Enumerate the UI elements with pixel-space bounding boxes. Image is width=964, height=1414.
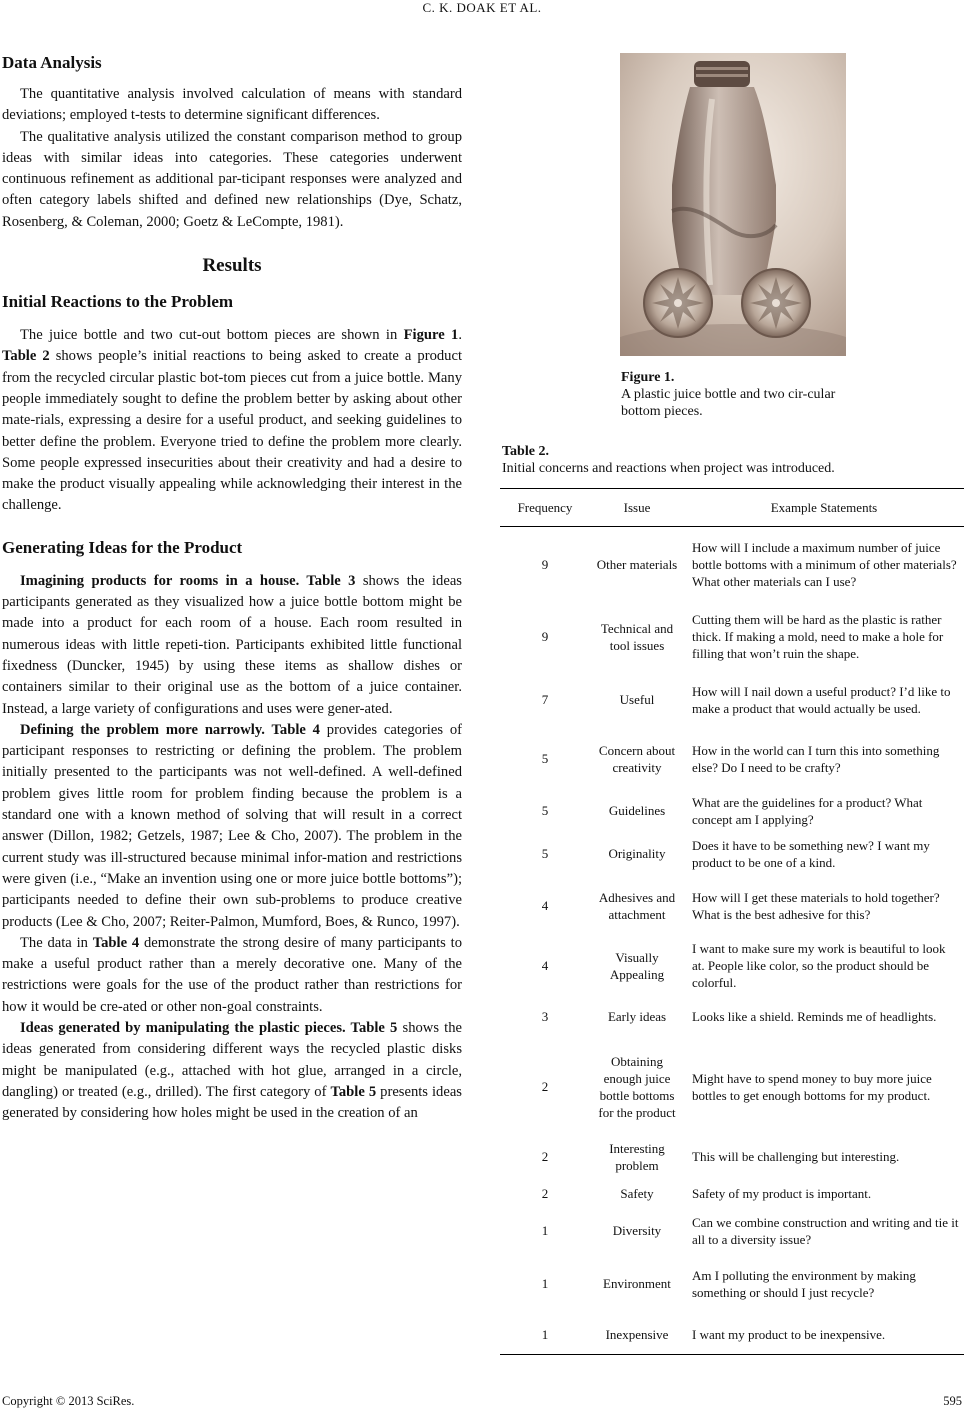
generating-paragraph-3: The data in Table 4 demonstrate the strong desire of many participants to make a useful product rather than a merely decorative one. Many of the restrictions were goals for the use of the product rather than restrictions for how it would be cre-ated or other non-goal constraints.: [2, 934, 462, 1015]
issue-cell: Technical and tool issues: [600, 620, 674, 653]
header-example-statements: Example Statements: [684, 489, 964, 527]
figure-caption-text: A plastic juice bottle and two cir-cular bottom pieces.: [621, 387, 836, 419]
table-row: [500, 1209, 964, 1253]
frequency-cell: 2: [541, 1079, 549, 1094]
issue-cell: Guidelines: [608, 803, 666, 818]
statement-cell: Safety of my product is important.: [692, 1186, 872, 1201]
statement-cell: I want to make sure my work is beautiful to look at. People like color, so the product should be colorful.: [692, 941, 946, 990]
issue-cell: Visually Appealing: [609, 949, 665, 982]
initial-reactions-heading: Initial Reactions to the Problem: [2, 292, 234, 312]
table-row: [500, 789, 964, 833]
statement-cell: Does it have to be something new? I want my product to be one of a kind.: [692, 837, 930, 870]
generating-paragraph-2: Defining the problem more narrowly. Table 4 provides categories of participant responses to restricting or defining the problem. The problem initially presented to the participants was not well-defined. A well-defined problem gives little room for problem finding because the problem is a standard one with a known method of solving that will result in a correct answer (Dillon, 1982; Getzels, 1987; Lee & Cho, 2007). The problem in the current study was ill-structured because minimal infor-mation and restrictions were given (i.e., “Make an invention using one or more juice bottle bottoms”); participants needed to define their own sub-problems to produce creative products (Lee & Cho, 2007; Reiter-Palmon, Mumford, Boes, & Runco, 1997).: [2, 721, 462, 930]
frequency-cell: 5: [541, 803, 549, 818]
copyright-footer: Copyright © 2013 SciRes.: [2, 1394, 135, 1408]
table-2-ref: Table 2: [2, 348, 50, 365]
table-row: [500, 729, 964, 789]
statement-cell: What are the guidelines for a product? What concept am I applying?: [692, 794, 923, 827]
frequency-cell: 5: [541, 846, 549, 861]
frequency-cell: 1: [541, 1276, 549, 1291]
frequency-cell: 2: [541, 1149, 549, 1164]
frequency-cell: 9: [541, 557, 549, 573]
table-row: [500, 1039, 964, 1135]
table-header-row: [500, 489, 964, 527]
issue-cell: Useful: [619, 692, 655, 707]
statement-cell: How will I nail down a useful product? I’d like to make a product that would actually be used.: [692, 683, 951, 716]
statement-cell: How will I include a maximum number of juice bottle bottoms with a minimum of other materials? What other materials can I use?: [692, 540, 957, 590]
issue-cell: Originality: [608, 846, 666, 861]
table-row: [500, 603, 964, 671]
table-label: Table 2.: [502, 444, 549, 459]
table-caption: [502, 443, 962, 477]
table-row: [500, 833, 964, 875]
table-row: [500, 1179, 964, 1209]
statement-cell: I want my product to be inexpensive.: [684, 1315, 964, 1355]
figure-caption: [621, 369, 851, 420]
statement-cell: Looks like a shield. Reminds me of headlights.: [692, 1009, 937, 1024]
issue-cell: Obtaining enough juice bottle bottoms for the product: [598, 1053, 676, 1120]
frequency-cell: 9: [541, 629, 549, 644]
data-analysis-paragraph-1: The quantitative analysis involved calculation of means with standard deviations; employed t-tests to determine significant differences.: [2, 86, 462, 124]
issue-cell: Other materials: [596, 557, 678, 573]
frequency-cell: 7: [541, 692, 549, 707]
left-column: [2, 50, 462, 1124]
table-row: [500, 995, 964, 1039]
frequency-cell: 1: [541, 1223, 549, 1238]
table-row: [500, 527, 964, 603]
initial-reactions-paragraph: The juice bottle and two cut-out bottom pieces are shown in Figure 1. Table 2 shows people’s initial reactions to being asked to create a product from the recycled circular plastic bot-tom pieces cut from a juice bottle. Many people immediately sought to define the problem better by asking about other mate-rials, expressing a desire for a useful product, and seeking guidelines to better define the problem. Everyone tried to define the problem more clearly. Some people expressed insecurities about their creativity and had a desire to make the product visually appealing while acknowledging their interest in the challenge.: [2, 327, 462, 514]
issue-cell: Concern about creativity: [598, 742, 676, 775]
figure-label: Figure 1.: [621, 370, 675, 385]
header-issue: Issue: [590, 489, 684, 527]
table-2: [500, 488, 964, 1355]
frequency-cell: 4: [541, 958, 549, 973]
issue-cell: Adhesives and attachment: [598, 889, 676, 922]
issue-cell: Inexpensive: [590, 1315, 684, 1355]
table-row: [500, 1135, 964, 1179]
frequency-cell: 4: [541, 898, 549, 913]
results-heading: Results: [202, 255, 262, 277]
table-row: [500, 875, 964, 937]
issue-cell: Diversity: [612, 1223, 662, 1238]
figure-1-ref: Figure 1: [403, 327, 459, 344]
data-analysis-heading: Data Analysis: [2, 53, 102, 72]
issue-cell: Early ideas: [607, 1009, 667, 1024]
table-row: [500, 671, 964, 729]
table-row: [500, 937, 964, 995]
issue-cell: Interesting problem: [609, 1140, 665, 1173]
statement-cell: How in the world can I turn this into something else? Do I need to be crafty?: [692, 742, 940, 775]
frequency-cell: 3: [541, 1009, 549, 1024]
table-row: [500, 1253, 964, 1315]
frequency-cell: 1: [500, 1315, 590, 1355]
statement-cell: Might have to spend money to buy more juice bottles to get enough bottoms for my product.: [692, 1070, 932, 1103]
frequency-cell: 5: [541, 751, 549, 766]
generating-ideas-heading: Generating Ideas for the Product: [2, 537, 243, 557]
generating-paragraph-1: Imagining products for rooms in a house. Table 3 shows the ideas participants generated as they visualized how a juice bottle bottom might be made into a product for each room of a house. Each room resulted in numerous ideas with little repeti-tion. Participants exhibited little functional fixedness (Duncker, 1945) by using these items as shallow dishes or containers similar to their original use as the bottom of a juice container. Instead, a large variety of configurations and uses were gener-ated.: [2, 572, 462, 717]
issue-cell: Environment: [603, 1276, 671, 1291]
statement-cell: How will I get these materials to hold together? What is the best adhesive for this?: [692, 889, 940, 922]
statement-cell: Am I polluting the environment by making something or should I just recycle?: [692, 1267, 916, 1300]
running-head: C. K. DOAK ET AL.: [422, 0, 542, 15]
table-caption-text: Initial concerns and reactions when project was introduced.: [502, 461, 835, 476]
page-number: 595: [943, 1394, 962, 1408]
statement-cell: Can we combine construction and writing and tie it all to a diversity issue?: [692, 1214, 959, 1247]
statement-cell: Cutting them will be hard as the plastic is rather thick. If making a mold, need to make a hole for filling that won’t ruin the shape.: [692, 612, 944, 661]
table-row: [500, 1315, 964, 1355]
juice-bottle-photo: [620, 53, 846, 356]
statement-cell: This will be challenging but interesting.: [692, 1149, 900, 1164]
data-analysis-paragraph-2: The qualitative analysis utilized the constant comparison method to group ideas with similar ideas into categories. These categories underwent continuous refinement as additional par-ticipant responses were analyzed and often category labels shifted and defined new relationships (Dye, Schatz, Rosenberg, & Coleman, 2000; Goetz & LeCompte, 1981).: [2, 128, 462, 230]
generating-paragraph-4: Ideas generated by manipulating the plastic pieces. Table 5 shows the ideas generated from considering different ways the recycled plastic disks might be manipulated (e.g., attached with hot glue, arranged in a circle, dangling) or treated (e.g., drilled). The first category of Table 5 presents ideas generated by considering how holes might be used in the creation of an: [2, 1019, 462, 1122]
frequency-cell: 2: [541, 1186, 549, 1201]
issue-cell: Safety: [620, 1186, 654, 1201]
header-frequency: Frequency: [500, 489, 590, 527]
